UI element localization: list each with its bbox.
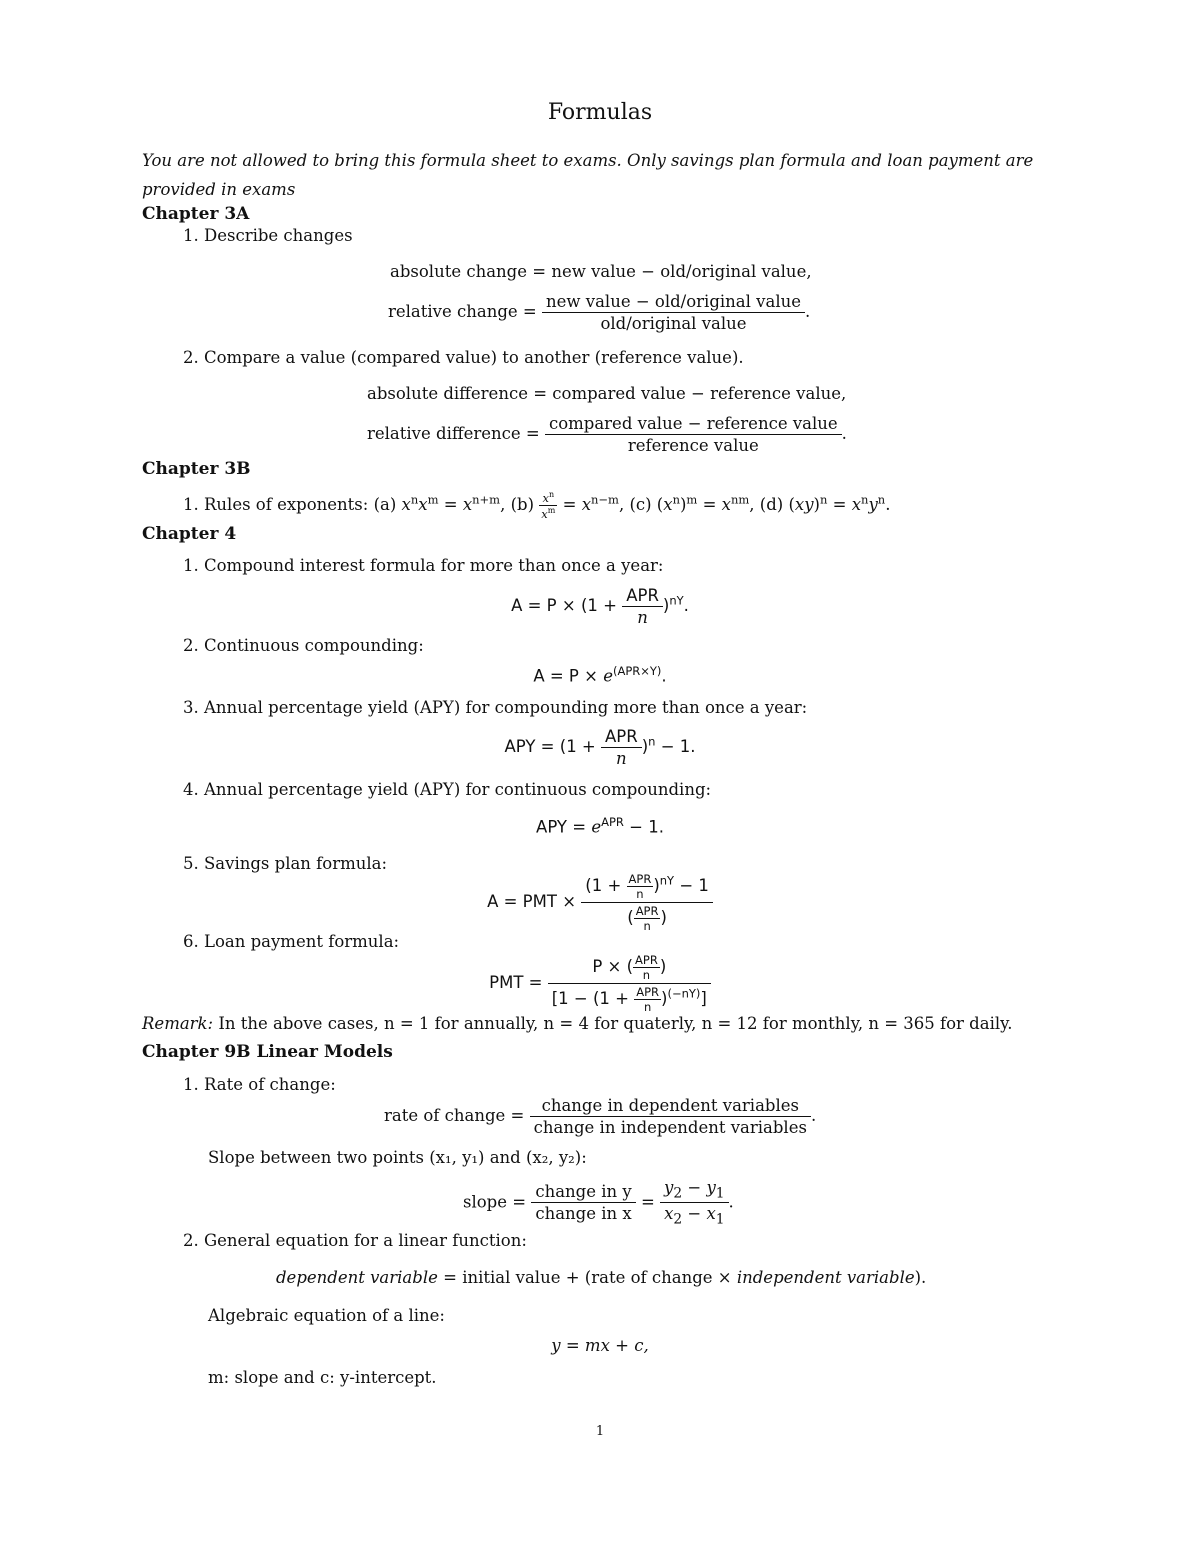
line-equation-note: m: slope and c: y-intercept.	[208, 1368, 437, 1387]
rel-change-lhs: relative change	[388, 302, 518, 321]
rel-diff-denominator: reference value	[627, 436, 759, 455]
algebraic-equation-label: Algebraic equation of a line:	[208, 1306, 445, 1325]
remark-label: Remark:	[142, 1014, 214, 1033]
relative-difference-formula: relative difference = $\frac{\text{compared value − reference value}}{\text{reference value}}$ .	[367, 414, 847, 455]
c3b-item-1	[183, 490, 890, 521]
rate-of-change-formula: rate of change = $\frac{\text{change in dependent variables}}{\text{change in independent variables}}$ .	[384, 1096, 817, 1137]
linear-middle-term: = initial value + (rate of change ×	[437, 1268, 737, 1287]
continuous-compounding-formula: $A = P \times e^{(APR\times Y)}$.	[533, 664, 667, 686]
c3a-item-1: 1. Describe changes	[183, 226, 353, 245]
absolute-difference-formula: absolute difference = compared value − reference value,	[367, 384, 847, 403]
abs-diff-lhs: absolute difference	[367, 384, 528, 403]
independent-variable-term: independent variable	[736, 1268, 915, 1287]
chapter-3a-heading: Chapter 3A	[142, 204, 250, 224]
rel-diff-fraction	[545, 414, 842, 455]
rel-change-fraction	[542, 292, 805, 333]
slope-denominator: change in x	[535, 1204, 632, 1224]
apy-continuous-formula: APY = $e^{APR} - 1$.	[536, 815, 664, 837]
abs-change-lhs: absolute change	[390, 262, 528, 281]
slope-intro: Slope between two points (x₁, y₁) and (x₂, y₂):	[208, 1148, 587, 1167]
compound-interest-formula: A = P × (1 + $\frac{\text{APR}}{n}$ )$^{nY}$.	[511, 586, 689, 627]
apy-compounding-formula: APY = (1 + $\frac{\text{APR}}{n}$ )$^n$ − 1.	[504, 727, 696, 768]
c4-item-3: 3. Annual percentage yield (APY) for compounding more than once a year:	[183, 698, 808, 717]
loan-payment-formula: PMT = P × ( $\frac{\text{APR}}{n}$ ) [1 − (1 + $\frac{\text{APR}}{n}$ )$^{(-nY)}$]	[0, 953, 1200, 1014]
rel-diff-lhs: relative difference	[367, 424, 521, 443]
abs-diff-rhs: compared value − reference value,	[552, 384, 847, 403]
rel-change-numerator: new value − old/original value	[542, 292, 805, 313]
c3a-item-2: 2. Compare a value (compared value) to another (reference value).	[183, 348, 744, 367]
c4-item-5: 5. Savings plan formula:	[183, 854, 388, 873]
rel-diff-numerator: compared value − reference value	[545, 414, 842, 435]
exponent-rules-formulas: (a) $x^nx^m = x^{n+m}$, (b) $\frac{x^n}{x^m}$ = $x^{n-m}$, (c) $(x^n)^m = x^{nm}$, (d) $(xy)^n = x^ny^n$.	[373, 490, 891, 521]
dependent-variable-term: dependent variable	[276, 1268, 438, 1287]
c4-item-1: 1. Compound interest formula for more than once a year:	[183, 556, 664, 575]
exponent-rules-label: 1. Rules of exponents:	[183, 494, 374, 514]
savings-plan-formula: A = PMT × (1 + $\frac{\text{APR}}{n}$ )$^{nY}$ − 1 ( $\frac{\text{APR}}{n}$ )	[0, 872, 1200, 933]
chapter-4-heading: Chapter 4	[142, 524, 237, 544]
c9b-item-2: 2. General equation for a linear function:	[183, 1231, 527, 1250]
c9b-item-1: 1. Rate of change:	[183, 1075, 336, 1094]
line-equation: y = mx + c,	[551, 1336, 649, 1355]
linear-end-term: ).	[914, 1268, 927, 1287]
linear-function-equation	[276, 1268, 926, 1287]
rate-denominator: change in independent variables	[533, 1118, 807, 1137]
relative-change-formula: relative change = $\frac{\text{new value − old/original value}}{\text{old/original value}}$ .	[388, 292, 811, 333]
rate-lhs: rate of change	[384, 1106, 506, 1125]
chapter-3b-heading: Chapter 3B	[142, 459, 251, 479]
slope-formula: slope = $\frac{\text{change in y}}{\text{change in x}}$ = $\frac{y_2 - y_1}{x_2 - x_1}$ .	[463, 1178, 734, 1228]
c4-item-4: 4. Annual percentage yield (APY) for continuous compounding:	[183, 780, 712, 799]
chapter-9b-heading: Chapter 9B Linear Models	[142, 1042, 393, 1062]
compounding-remark	[142, 1014, 1013, 1033]
c4-item-6: 6. Loan payment formula:	[183, 932, 400, 951]
slope-lhs: slope	[463, 1192, 508, 1212]
remark-text: In the above cases, n = 1 for annually, n = 4 for quaterly, n = 12 for monthly, n = 365 for daily.	[213, 1014, 1013, 1033]
absolute-change-formula: absolute change = new value − old/original value,	[390, 262, 812, 281]
abs-change-rhs: new value − old/original value,	[551, 262, 812, 281]
exam-notice: You are not allowed to bring this formula sheet to exams. Only savings plan formula and loan payment are provided in exams	[142, 151, 1034, 199]
page-number: 1	[595, 1424, 605, 1439]
c4-item-2: 2. Continuous compounding:	[183, 636, 424, 655]
slope-numerator: change in y	[531, 1182, 635, 1203]
rate-numerator: change in dependent variables	[530, 1096, 811, 1117]
page-title: Formulas	[547, 100, 653, 125]
rel-change-denominator: old/original value	[600, 314, 747, 333]
